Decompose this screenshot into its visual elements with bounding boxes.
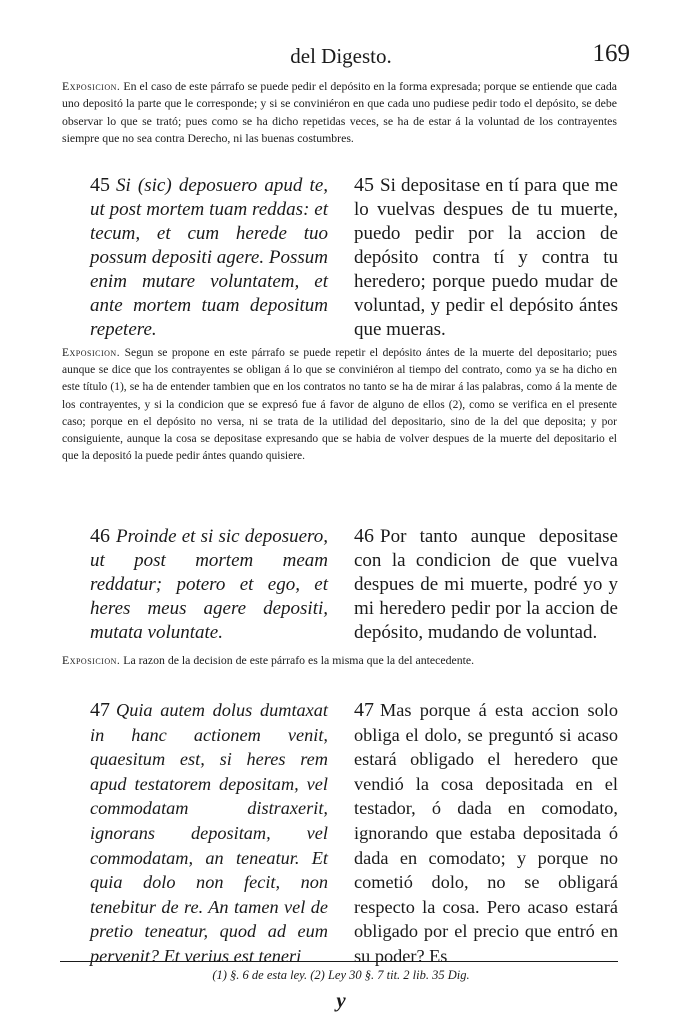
paragraph-number: 45 <box>90 174 110 196</box>
exposition-label: Exposicion. <box>62 347 121 359</box>
exposition-text: La razon de la decision de este párrafo es la misma que la del antecedente. <box>123 653 475 667</box>
latin-text: Proinde et si sic deposuero, ut post mortem meam reddatur; potero et ego, et heres meus agere depositi, mutata voluntate. <box>90 526 328 643</box>
spanish-text: Mas porque á esta accion solo obliga el dolo, se preguntó si acaso estará obligado el heredero que vendió la cosa depositada en el testador, ó dada en comodato, ignorando que estaba depositada ó dada en comodato; y porque no cometió dolo, no se obligará respecto la cosa. Pero acaso estará obligado por el precio que entró en su poder? Es <box>354 700 618 966</box>
latin-paragraph-46 <box>90 524 328 645</box>
exposition-paragraph <box>62 78 617 147</box>
paragraph-number: 46 <box>90 525 110 547</box>
spanish-paragraph-47 <box>354 698 618 969</box>
spanish-text: Por tanto aunque depositase con la condicion de que vuelva despues de mi muerte, podré yo y mi heredero pedir por la accion de depósito, mudando de voluntad. <box>354 526 618 643</box>
paragraph-number: 47 <box>354 699 374 721</box>
exposition-label: Exposicion. <box>62 653 121 667</box>
running-title: del Digesto. <box>290 44 392 68</box>
latin-text: Si (sic) deposuero apud te, ut post mortem tuam reddas: et tecum, et cum herede tuo possum depositi agere. Possum enim mutare voluntatem, et ante mortem tuam depositum repetere. <box>90 175 328 340</box>
exposition-text: En el caso de este párrafo se puede pedir el depósito en la forma expresada; porque se entiende que cada uno depositó la parte que le corresponde; y si se conviniéron en que cada uno pudiese pedir todo el depósito, se debe observar lo que se trató; pues como se ha dicho repetidas veces, se ha de estar á la voluntad de los contrayentes siempre que no sea contra Derecho, ni las buenas costumbres. <box>62 79 617 145</box>
signature-mark: y <box>336 988 346 1012</box>
exposition-paragraph <box>62 652 617 669</box>
spanish-paragraph-45 <box>354 173 618 342</box>
latin-paragraph-45 <box>90 173 328 342</box>
exposition-label: Exposicion. <box>62 79 121 93</box>
footnotes: (1) §. 6 de esta ley. (2) Ley 30 §. 7 tit. 2 lib. 35 Dig. <box>212 968 470 982</box>
footnote-rule <box>60 961 618 962</box>
page-header <box>0 40 682 70</box>
paragraph-number: 47 <box>90 699 110 721</box>
latin-paragraph-47 <box>90 698 328 969</box>
exposition-text: Segun se propone en este párrafo se puede repetir el depósito ántes de la muerte del depositario; pues aunque se dice que los contrayentes se obligan á lo que se conviniéron al tiempo del contrato, como ya se ha dicho en este título (1), se ha de entender tambien que en los contratos no tanto se ha de mirar á las palabras, como á la mente de los contrayentes, y si la condicion que se expresó fue á favor de alguno de ellos (2), como se verifica en el presente caso; porque en el depósito no versa, ni se trata de la utilidad del depositario, sino de la del que deposita; y por consiguiente, aunque la cosa se depositase expresando que se habia de volver despues de la muerte del depositario el que la depositó la puede pedir ántes quando quisiere. <box>62 347 617 463</box>
page-number: 169 <box>592 40 630 67</box>
paragraph-number: 46 <box>354 525 374 547</box>
exposition-paragraph <box>62 345 617 465</box>
spanish-paragraph-46 <box>354 524 618 645</box>
paragraph-number: 45 <box>354 174 374 196</box>
spanish-text: Si depositase en tí para que me lo vuelvas despues de tu muerte, puedo pedir por la accion de depósito contra tí y contra tu heredero; porque puedo mudar de voluntad, y pedir el depósito ántes que mueras. <box>354 175 618 340</box>
latin-text: Quia autem dolus dumtaxat in hanc actionem venit, quaesitum est, si heres rem apud testatorem depositam, vel commodatam distraxerit, ignorans depositam, vel commodatam, an teneatur. Et quia dolo non fecit, non tenebitur de re. An tamen vel de pretio teneatur, quod ad eum pervenit? Et verius est teneri <box>90 700 328 966</box>
